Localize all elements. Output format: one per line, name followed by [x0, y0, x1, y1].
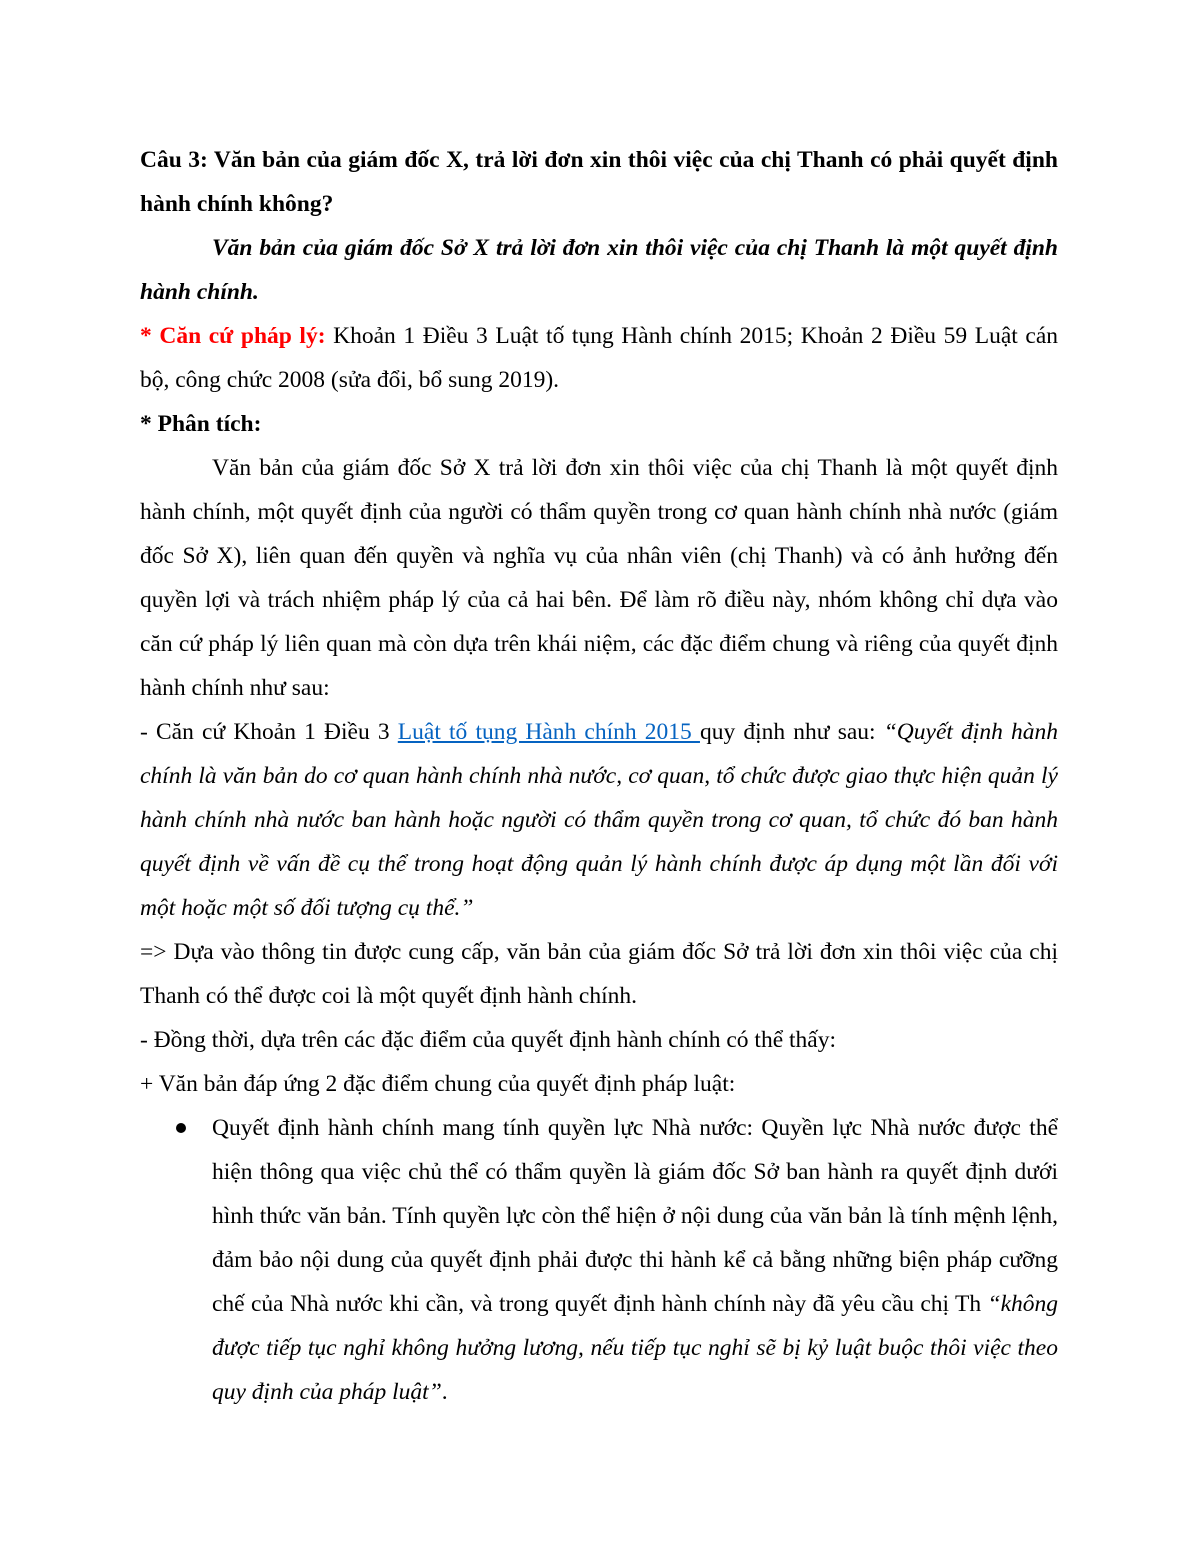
conclusion-paragraph: => Dựa vào thông tin được cung cấp, văn bản của giám đốc Sở trả lời đơn xin thôi việc của chị Thanh có thể được coi là một quyết định hành chính.	[140, 939, 1058, 1009]
basis-paragraph	[140, 710, 1058, 930]
document-page	[140, 138, 1058, 1414]
law-link[interactable]: Luật tố tụng Hành chính 2015	[397, 719, 700, 745]
answer-paragraph: Văn bản của giám đốc Sở X trả lời đơn xin thôi việc của chị Thanh là một quyết định hành chính.	[140, 235, 1058, 305]
legal-basis-text: Khoản 1 Điều 3 Luật tố tụng Hành chính 2015; Khoản 2 Điều 59 Luật cán bộ, công chức 2008 (sửa đổi, bổ sung 2019).	[140, 323, 1058, 393]
bullet-text: Quyết định hành chính mang tính quyền lực Nhà nước: Quyền lực Nhà nước được thể hiện thông qua việc chủ thể có thẩm quyền là giám đốc Sở ban hành ra quyết định dưới hình thức văn bản. Tính quyền lực còn thể hiện ở nội dung của văn bản là tính mệnh lệnh, đảm bảo nội dung của quyết định phải được thi hành kể cả bằng những biện pháp cưỡng chế của Nhà nước khi cần, và trong quyết định hành chính này đã yêu cầu chị Th	[212, 1115, 1058, 1317]
legal-basis-paragraph	[140, 314, 1058, 402]
bullet-quote: “không được tiếp tục nghỉ không hưởng lương, nếu tiếp tục nghỉ sẽ bị kỷ luật buộc thôi việc theo quy định của pháp luật”	[212, 1291, 1058, 1405]
question-paragraph	[140, 138, 1058, 226]
question-text: Văn bản của giám đốc X, trả lời đơn xin thôi việc của chị Thanh có phải quyết định hành chính không?	[140, 147, 1058, 217]
question-label: Câu 3:	[140, 147, 208, 173]
basis-quote: “Quyết định hành chính là văn bản do cơ quan hành chính nhà nước, cơ quan, tổ chức được giao thực hiện quản lý hành chính nhà nước ban hành hoặc người có thẩm quyền trong cơ quan, tổ chức đó ban hành quyết định về vấn đề cụ thể trong hoạt động quản lý hành chính được áp dụng một lần đối với một hoặc một số đối tượng cụ thể.”	[140, 719, 1058, 921]
analysis-heading: * Phân tích:	[140, 411, 262, 437]
list-item	[140, 1106, 1058, 1414]
bullet-icon	[176, 1123, 186, 1133]
analysis-intro: Văn bản của giám đốc Sở X trả lời đơn xin thôi việc của chị Thanh là một quyết định hành chính, một quyết định của người có thẩm quyền trong cơ quan hành chính nhà nước (giám đốc Sở X), liên quan đến quyền và nghĩa vụ của nhân viên (chị Thanh) và có ảnh hưởng đến quyền lợi và trách nhiệm pháp lý của cả hai bên. Để làm rõ điều này, nhóm không chỉ dựa vào căn cứ pháp lý liên quan mà còn dựa trên khái niệm, các đặc điểm chung và riêng của quyết định hành chính như sau:	[140, 455, 1058, 701]
features-sub: + Văn bản đáp ứng 2 đặc điểm chung của quyết định pháp luật:	[140, 1071, 736, 1097]
features-list	[140, 1106, 1058, 1414]
legal-basis-label: * Căn cứ pháp lý:	[140, 323, 326, 349]
basis-prefix: - Căn cứ Khoản 1 Điều 3	[140, 719, 398, 745]
features-intro: - Đồng thời, dựa trên các đặc điểm của quyết định hành chính có thể thấy:	[140, 1027, 836, 1053]
basis-mid: quy định như sau:	[699, 719, 884, 745]
bullet-end: .	[441, 1379, 448, 1405]
